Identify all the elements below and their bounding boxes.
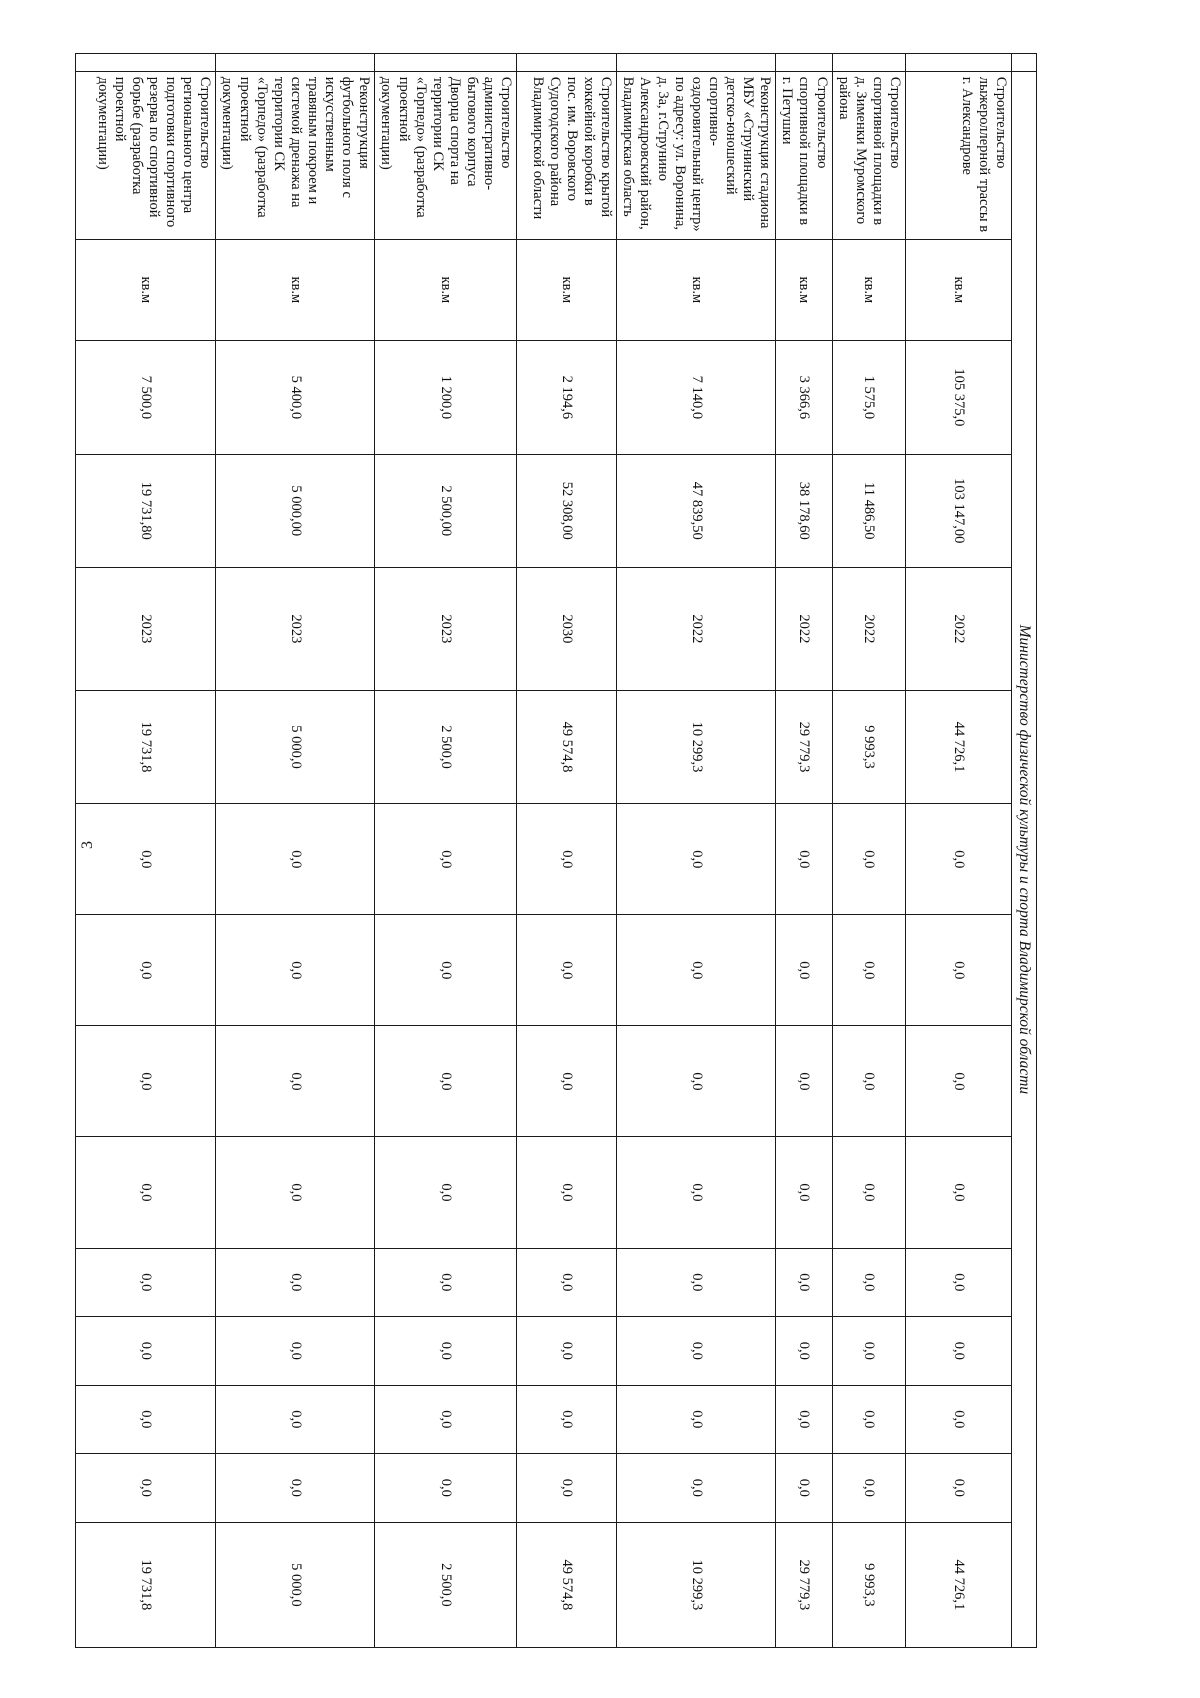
object-name-cell: Реконструкция футбольного поля с искусственным травяным покроем и системой дренажа на территории СК «Торпедо» (разработка проектной документации) bbox=[216, 71, 375, 239]
zero-value-cell: 0,0 bbox=[375, 1317, 517, 1386]
zero-value-cell: 0,0 bbox=[216, 804, 375, 915]
table-container bbox=[94, 53, 1037, 1648]
zero-value-cell: 0,0 bbox=[76, 1317, 216, 1386]
empty-cell bbox=[832, 54, 905, 72]
amount-cell: 49 574,8 bbox=[517, 1522, 617, 1647]
estimated-cost-cell: 2 500,00 bbox=[375, 454, 517, 567]
unit-cell: кв.м bbox=[375, 239, 517, 341]
zero-value-cell: 0,0 bbox=[375, 1385, 517, 1454]
empty-cell bbox=[776, 54, 832, 72]
zero-value-cell: 0,0 bbox=[617, 915, 776, 1026]
table-row bbox=[906, 54, 1012, 1648]
zero-value-cell: 0,0 bbox=[776, 1385, 832, 1454]
total-cell: 49 574,8 bbox=[517, 690, 617, 803]
zero-value-cell: 0,0 bbox=[617, 1137, 776, 1248]
zero-value-cell: 0,0 bbox=[776, 1248, 832, 1317]
total-cell: 44 726,1 bbox=[906, 690, 1012, 803]
object-name-cell: Строительство спортивной площадки в д. Зименки Муромского района bbox=[832, 71, 905, 239]
table-row bbox=[375, 54, 517, 1648]
table-row bbox=[216, 54, 375, 1648]
zero-value-cell: 0,0 bbox=[906, 1385, 1012, 1454]
zero-value-cell: 0,0 bbox=[517, 1248, 617, 1317]
estimated-cost-cell: 11 486,50 bbox=[832, 454, 905, 567]
zero-value-cell: 0,0 bbox=[832, 1026, 905, 1137]
unit-cell: кв.м bbox=[617, 239, 776, 341]
zero-value-cell: 0,0 bbox=[517, 915, 617, 1026]
empty-cell bbox=[906, 54, 1012, 72]
amount-cell: 2 500,0 bbox=[375, 1522, 517, 1647]
year-cell: 2022 bbox=[617, 567, 776, 690]
unit-cell: кв.м bbox=[832, 239, 905, 341]
amount-cell: 9 993,3 bbox=[832, 1522, 905, 1647]
object-name-cell: Строительство лыжероллерной трассы в г. Александрове bbox=[906, 71, 1012, 239]
zero-value-cell: 0,0 bbox=[906, 1137, 1012, 1248]
zero-value-cell: 0,0 bbox=[832, 804, 905, 915]
empty-cell bbox=[617, 54, 776, 72]
zero-value-cell: 0,0 bbox=[216, 1137, 375, 1248]
zero-value-cell: 0,0 bbox=[906, 1026, 1012, 1137]
table-body bbox=[76, 54, 1012, 1648]
zero-value-cell: 0,0 bbox=[832, 1454, 905, 1523]
amount-cell: 29 779,3 bbox=[776, 1522, 832, 1647]
zero-value-cell: 0,0 bbox=[776, 1026, 832, 1137]
estimated-cost-cell: 5 000,00 bbox=[216, 454, 375, 567]
zero-value-cell: 0,0 bbox=[517, 1454, 617, 1523]
zero-value-cell: 0,0 bbox=[375, 1248, 517, 1317]
year-cell: 2022 bbox=[832, 567, 905, 690]
empty-cell bbox=[76, 54, 216, 72]
estimated-cost-cell: 19 731,80 bbox=[76, 454, 216, 567]
zero-value-cell: 0,0 bbox=[216, 1026, 375, 1137]
zero-value-cell: 0,0 bbox=[776, 1137, 832, 1248]
zero-value-cell: 0,0 bbox=[517, 1137, 617, 1248]
zero-value-cell: 0,0 bbox=[906, 1454, 1012, 1523]
object-name-cell: Строительство крытой хоккейной коробки в пос. им. Воровского Судогодского района Владимирской области bbox=[517, 71, 617, 239]
total-cell: 5 000,0 bbox=[216, 690, 375, 803]
year-cell: 2030 bbox=[517, 567, 617, 690]
estimated-cost-cell: 38 178,60 bbox=[776, 454, 832, 567]
zero-value-cell: 0,0 bbox=[617, 1317, 776, 1386]
year-cell: 2022 bbox=[776, 567, 832, 690]
zero-value-cell: 0,0 bbox=[76, 1454, 216, 1523]
section-title: Министерство физической культуры и спорта Владимирской области bbox=[1012, 71, 1037, 1647]
zero-value-cell: 0,0 bbox=[216, 1248, 375, 1317]
zero-value-cell: 0,0 bbox=[906, 804, 1012, 915]
zero-value-cell: 0,0 bbox=[517, 1385, 617, 1454]
amount-cell: 19 731,8 bbox=[76, 1522, 216, 1647]
page-number: 3 bbox=[79, 841, 96, 849]
capacity-cell: 105 375,0 bbox=[906, 341, 1012, 454]
zero-value-cell: 0,0 bbox=[906, 1248, 1012, 1317]
object-name-cell: Строительство административно-бытового корпуса Дворца спорта на территории СК «Торпедо» (разработка проектной документации) bbox=[375, 71, 517, 239]
zero-value-cell: 0,0 bbox=[776, 915, 832, 1026]
zero-value-cell: 0,0 bbox=[617, 1454, 776, 1523]
total-cell: 19 731,8 bbox=[76, 690, 216, 803]
year-cell: 2023 bbox=[216, 567, 375, 690]
unit-cell: кв.м bbox=[906, 239, 1012, 341]
zero-value-cell: 0,0 bbox=[617, 1026, 776, 1137]
zero-value-cell: 0,0 bbox=[906, 1317, 1012, 1386]
zero-value-cell: 0,0 bbox=[76, 915, 216, 1026]
unit-cell: кв.м bbox=[776, 239, 832, 341]
zero-value-cell: 0,0 bbox=[375, 1454, 517, 1523]
amount-cell: 10 299,3 bbox=[617, 1522, 776, 1647]
zero-value-cell: 0,0 bbox=[617, 1248, 776, 1317]
zero-value-cell: 0,0 bbox=[216, 1317, 375, 1386]
zero-value-cell: 0,0 bbox=[216, 1454, 375, 1523]
section-header-row bbox=[1012, 54, 1037, 1648]
capacity-cell: 1 575,0 bbox=[832, 341, 905, 454]
capacity-cell: 1 200,0 bbox=[375, 341, 517, 454]
capacity-cell: 7 140,0 bbox=[617, 341, 776, 454]
zero-value-cell: 0,0 bbox=[375, 1026, 517, 1137]
object-name-cell: Строительство спортивной площадки в г. Петушки bbox=[776, 71, 832, 239]
unit-cell: кв.м bbox=[216, 239, 375, 341]
amount-cell: 5 000,0 bbox=[216, 1522, 375, 1647]
zero-value-cell: 0,0 bbox=[76, 1137, 216, 1248]
table-row bbox=[76, 54, 216, 1648]
empty-cell bbox=[1012, 54, 1037, 72]
amount-cell: 44 726,1 bbox=[906, 1522, 1012, 1647]
total-cell: 9 993,3 bbox=[832, 690, 905, 803]
capacity-cell: 3 366,6 bbox=[776, 341, 832, 454]
zero-value-cell: 0,0 bbox=[76, 1248, 216, 1317]
table-row bbox=[617, 54, 776, 1648]
empty-cell bbox=[216, 54, 375, 72]
zero-value-cell: 0,0 bbox=[76, 1385, 216, 1454]
zero-value-cell: 0,0 bbox=[832, 1248, 905, 1317]
table-row bbox=[517, 54, 617, 1648]
estimated-cost-cell: 47 839,50 bbox=[617, 454, 776, 567]
zero-value-cell: 0,0 bbox=[776, 1317, 832, 1386]
investment-table bbox=[75, 53, 1037, 1648]
empty-cell bbox=[517, 54, 617, 72]
zero-value-cell: 0,0 bbox=[776, 804, 832, 915]
zero-value-cell: 0,0 bbox=[832, 1317, 905, 1386]
zero-value-cell: 0,0 bbox=[375, 915, 517, 1026]
unit-cell: кв.м bbox=[517, 239, 617, 341]
estimated-cost-cell: 103 147,00 bbox=[906, 454, 1012, 567]
table-row bbox=[776, 54, 832, 1648]
total-cell: 2 500,0 bbox=[375, 690, 517, 803]
table-row bbox=[832, 54, 905, 1648]
total-cell: 29 779,3 bbox=[776, 690, 832, 803]
zero-value-cell: 0,0 bbox=[617, 1385, 776, 1454]
estimated-cost-cell: 52 308,00 bbox=[517, 454, 617, 567]
zero-value-cell: 0,0 bbox=[76, 804, 216, 915]
zero-value-cell: 0,0 bbox=[216, 915, 375, 1026]
year-cell: 2022 bbox=[906, 567, 1012, 690]
unit-cell: кв.м bbox=[76, 239, 216, 341]
object-name-cell: Строительство регионального центра подготовки спортивного резерва по спортивной борьбе (разработка проектной документации) bbox=[76, 71, 216, 239]
zero-value-cell: 0,0 bbox=[832, 1385, 905, 1454]
capacity-cell: 2 194,6 bbox=[517, 341, 617, 454]
zero-value-cell: 0,0 bbox=[906, 915, 1012, 1026]
capacity-cell: 5 400,0 bbox=[216, 341, 375, 454]
total-cell: 10 299,3 bbox=[617, 690, 776, 803]
empty-cell bbox=[375, 54, 517, 72]
zero-value-cell: 0,0 bbox=[375, 1137, 517, 1248]
zero-value-cell: 0,0 bbox=[617, 804, 776, 915]
zero-value-cell: 0,0 bbox=[216, 1385, 375, 1454]
object-name-cell: Реконструкция стадиона МБУ «Струнинский детско-юношеский спортивно-оздоровительный центр» по адресу: ул. Воронина, д. 3а, г.Струнино Александровский район, Владимирская область bbox=[617, 71, 776, 239]
year-cell: 2023 bbox=[76, 567, 216, 690]
zero-value-cell: 0,0 bbox=[76, 1026, 216, 1137]
zero-value-cell: 0,0 bbox=[375, 804, 517, 915]
zero-value-cell: 0,0 bbox=[776, 1454, 832, 1523]
zero-value-cell: 0,0 bbox=[832, 915, 905, 1026]
zero-value-cell: 0,0 bbox=[517, 1026, 617, 1137]
zero-value-cell: 0,0 bbox=[517, 804, 617, 915]
zero-value-cell: 0,0 bbox=[832, 1137, 905, 1248]
year-cell: 2023 bbox=[375, 567, 517, 690]
capacity-cell: 7 500,0 bbox=[76, 341, 216, 454]
zero-value-cell: 0,0 bbox=[517, 1317, 617, 1386]
